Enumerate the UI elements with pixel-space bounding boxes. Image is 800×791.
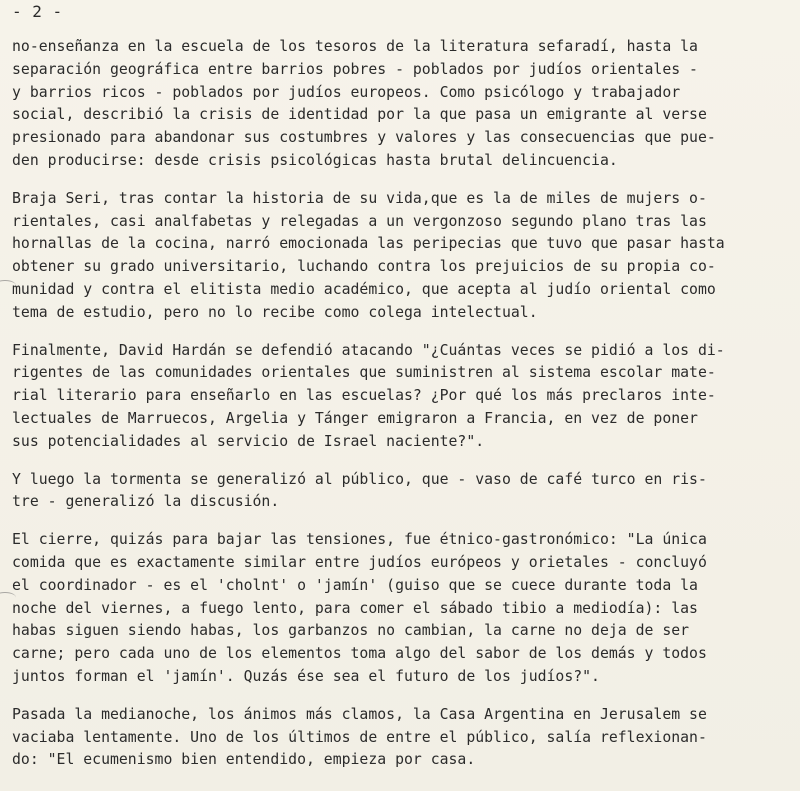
text-line: Braja Seri, tras contar la historia de su vida,que es la de miles de mujers o- (12, 189, 707, 207)
text-line: presionado para abandonar sus costumbres y valores y las consecuencias que pue- (12, 129, 716, 147)
text-line: obtener su grado universitario, luchando contra los prejuicios de su propia co- (12, 258, 716, 276)
text-line: munidad y contra el elitista medio académico, que acepta al judío oriental como (12, 280, 716, 298)
text-line: Y luego la tormenta se generalizó al público, que - vaso de café turco en ris- (12, 470, 707, 488)
text-line: lectuales de Marruecos, Argelia y Tánger emigraron a Francia, en vez de poner (12, 409, 698, 427)
text-line: tema de estudio, pero no lo recibe como colega intelectual. (12, 303, 538, 321)
text-line: El cierre, quizás para bajar las tensiones, fue étnico-gastronómico: "La única (12, 531, 707, 549)
paragraph (12, 704, 792, 772)
text-line: tre - generalizó la discusión. (12, 493, 280, 511)
text-line: social, describió la crisis de identidad por la que pasa un emigrante al verse (12, 106, 707, 124)
article-body (12, 36, 792, 787)
paragraph (12, 469, 792, 515)
text-line: rial literario para enseñarlo en las escuelas? ¿Por qué los más preclaros inte- (12, 387, 716, 405)
text-line: Finalmente, David Hardán se defendió atacando "¿Cuántas veces se pidió a los di- (12, 341, 725, 359)
text-line: no-enseñanza en la escuela de los tesoros de la literatura sefaradí, hasta la (12, 38, 698, 55)
paragraph (12, 188, 792, 325)
text-line: hornallas de la cocina, narró emocionada las peripecias que tuvo que pasar hasta (12, 235, 725, 253)
text-line: el coordinador - es el 'cholnt' o 'jamín' (guiso que se cuece durante toda la (12, 576, 698, 594)
text-line: habas siguen siendo habas, los garbanzos no cambian, la carne no deja de ser (12, 622, 690, 640)
text-line: separación geográfica entre barrios pobres - poblados por judíos orientales - (12, 60, 698, 78)
text-line: den producirse: desde crisis psicológicas hasta brutal delincuencia. (12, 151, 618, 169)
text-line: do: "El ecumenismo bien entendido, empieza por casa. (12, 751, 476, 769)
text-line: vaciaba lentamente. Uno de los últimos de entre el público, salía reflexionan- (12, 728, 707, 746)
text-line: Pasada la medianoche, los ánimos más clamos, la Casa Argentina en Jerusalem se (12, 705, 707, 723)
text-line: sus potencialidades al servicio de Israel naciente?". (12, 432, 485, 450)
paragraph (12, 529, 792, 689)
text-line: y barrios ricos - poblados por judíos europeos. Como psicólogo y trabajador (12, 83, 681, 101)
text-line: rigentes de las comunidades orientales que suministren al sistema escolar mate- (12, 364, 716, 382)
text-line: rientales, casi analfabetas y relegadas a un vergonzoso segundo plano tras las (12, 212, 707, 230)
text-line: noche del viernes, a fuego lento, para comer el sábado tibio a mediodía): las (12, 599, 698, 617)
text-line: juntos forman el 'jamín'. Quzás ése sea el futuro de los judíos?". (12, 667, 600, 685)
page-number: - 2 - (12, 2, 63, 21)
text-line: carne; pero cada uno de los elementos toma algo del sabor de los demás y todos (12, 645, 707, 663)
text-line: comida que es exactamente similar entre judíos európeos y orietales - concluyó (12, 553, 707, 571)
paragraph (12, 36, 792, 173)
paragraph (12, 340, 792, 454)
